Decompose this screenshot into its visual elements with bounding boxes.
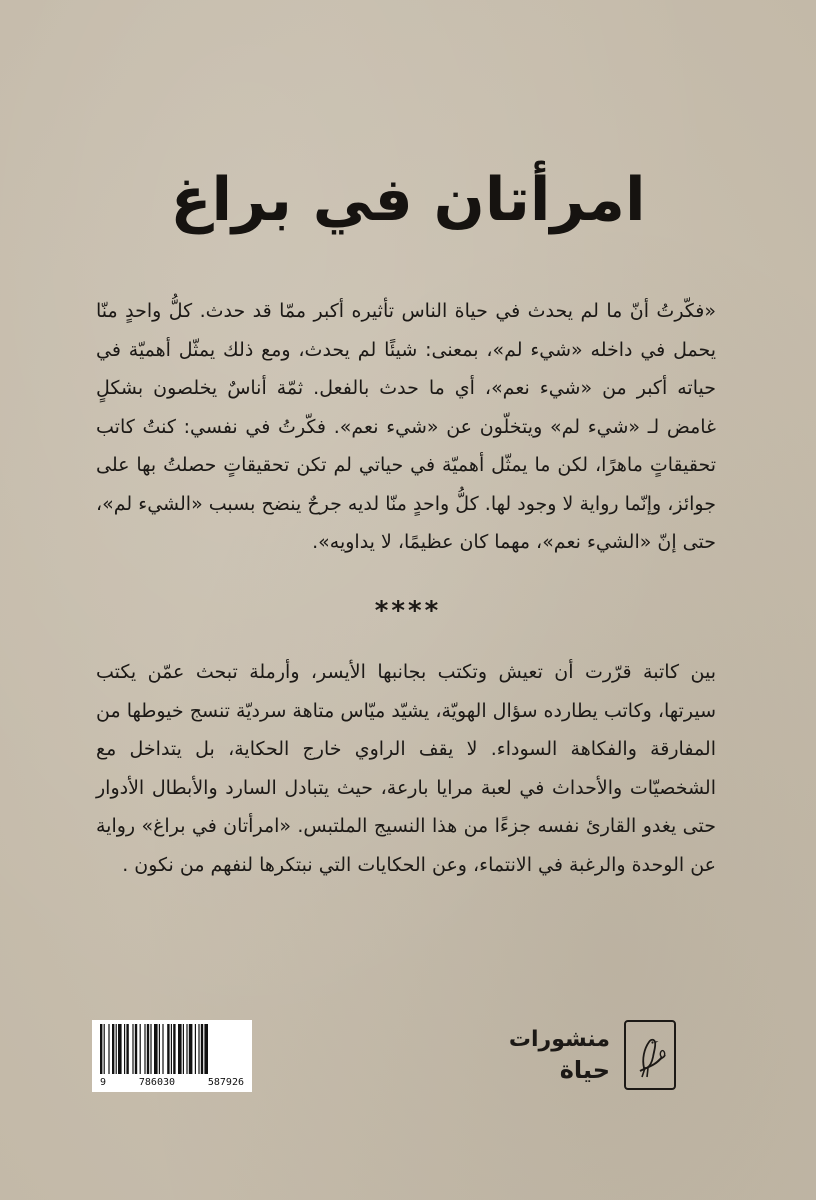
publisher-line-2: حياة [559, 1056, 610, 1084]
barcode-bar [186, 1024, 187, 1074]
barcode-bar [147, 1024, 149, 1074]
barcode-bar [150, 1024, 151, 1074]
barcode-bar [198, 1024, 199, 1074]
barcode-bar [178, 1024, 182, 1074]
barcode-digit-prefix: 9 [100, 1077, 107, 1088]
barcode-bar [183, 1024, 184, 1074]
barcode-bar [144, 1024, 145, 1074]
summary-paragraph: بين كاتبة قرّرت أن تعيش وتكتب بجانبها الأيسر، وأرملة تبحث عمّن يكتب سيرتها، وكاتب يطارده سؤال الهويّة، يشيّد ميّاس متاهة سرديّة تنسج خيوطها من المفارقة والفكاهة السوداء. لا يقف الراوي خارج الحكاية، بل يتداخل مع الشخصيّات والأحداث في لعبة مرايا بارعة، حيث يتبادل السارد والأبطال الأدوار حتى يغدو القارئ نفسه جزءًا من هذا النسيج الملتبس. «امرأتان في براغ» رواية عن الوحدة والرغبة في الانتماء، وعن الحكايات التي نبتكرها لنفهم من نكون . [96, 661, 716, 876]
bird-on-branch-icon [624, 1020, 676, 1090]
barcode-digits [98, 1076, 246, 1090]
barcode-bar [189, 1024, 193, 1074]
publisher-mark [509, 1020, 676, 1090]
barcode-bar [204, 1024, 208, 1074]
barcode-bar [167, 1024, 169, 1074]
barcode-bar [108, 1024, 109, 1074]
barcode-bar [140, 1024, 141, 1074]
barcode-bar [171, 1024, 172, 1074]
barcode-bar [124, 1024, 125, 1074]
barcode-bar [126, 1024, 128, 1074]
barcode-bar [162, 1024, 163, 1074]
barcode-bar [201, 1024, 203, 1074]
barcode-bar [112, 1024, 114, 1074]
barcode-bar [135, 1024, 137, 1074]
barcode-bar [154, 1024, 158, 1074]
barcode-digit-group-1: 786030 [138, 1077, 176, 1088]
barcode-bar [118, 1024, 122, 1074]
section-separator: **** [374, 596, 442, 626]
publisher-line-1: منشورات [508, 1027, 610, 1052]
barcode-bar [132, 1024, 133, 1074]
barcode-bar [116, 1024, 117, 1074]
barcode-bar [100, 1024, 102, 1074]
barcode-bar [159, 1024, 160, 1074]
barcode-bars [98, 1024, 246, 1074]
isbn-barcode [92, 1020, 252, 1092]
barcode-bar [173, 1024, 175, 1074]
barcode-bar [195, 1024, 196, 1074]
quote-paragraph: «فكّرتُ أنّ ما لم يحدث في حياة الناس تأثيره أكبر ممّا قد حدث. كلُّ واحدٍ منّا يحمل في داخله «شيء لم»، بمعنى: شيئًا لم يحدث، ومع ذلك يمثّل أهميّة في حياته أكبر من «شيء نعم»، أي ما حدث بالفعل. ثمّة أناسٌ يخلصون بشكلٍ غامض لـ «شيء لم» ويتخلّون عن «شيء نعم». فكّرتُ في نفسي: كنتُ كاتب تحقيقاتٍ ماهرًا، لكن ما يمثّل أهميّة في حياتي لم تكن تحقيقاتٍ حصلتُ بها على جوائز، وإنّما رواية لا وجود لها. كلُّ واحدٍ منّا لديه جرحٌ ينضح بسبب «الشيء لم»، حتى إنّ «الشيء نعم»، مهما كان عظيمًا، لا يداويه». [96, 300, 716, 553]
barcode-digit-group-2: 587926 [207, 1077, 244, 1088]
barcode-bar [104, 1024, 105, 1074]
publisher-name [509, 1025, 610, 1085]
book-title: امرأتان في براغ [170, 165, 646, 235]
